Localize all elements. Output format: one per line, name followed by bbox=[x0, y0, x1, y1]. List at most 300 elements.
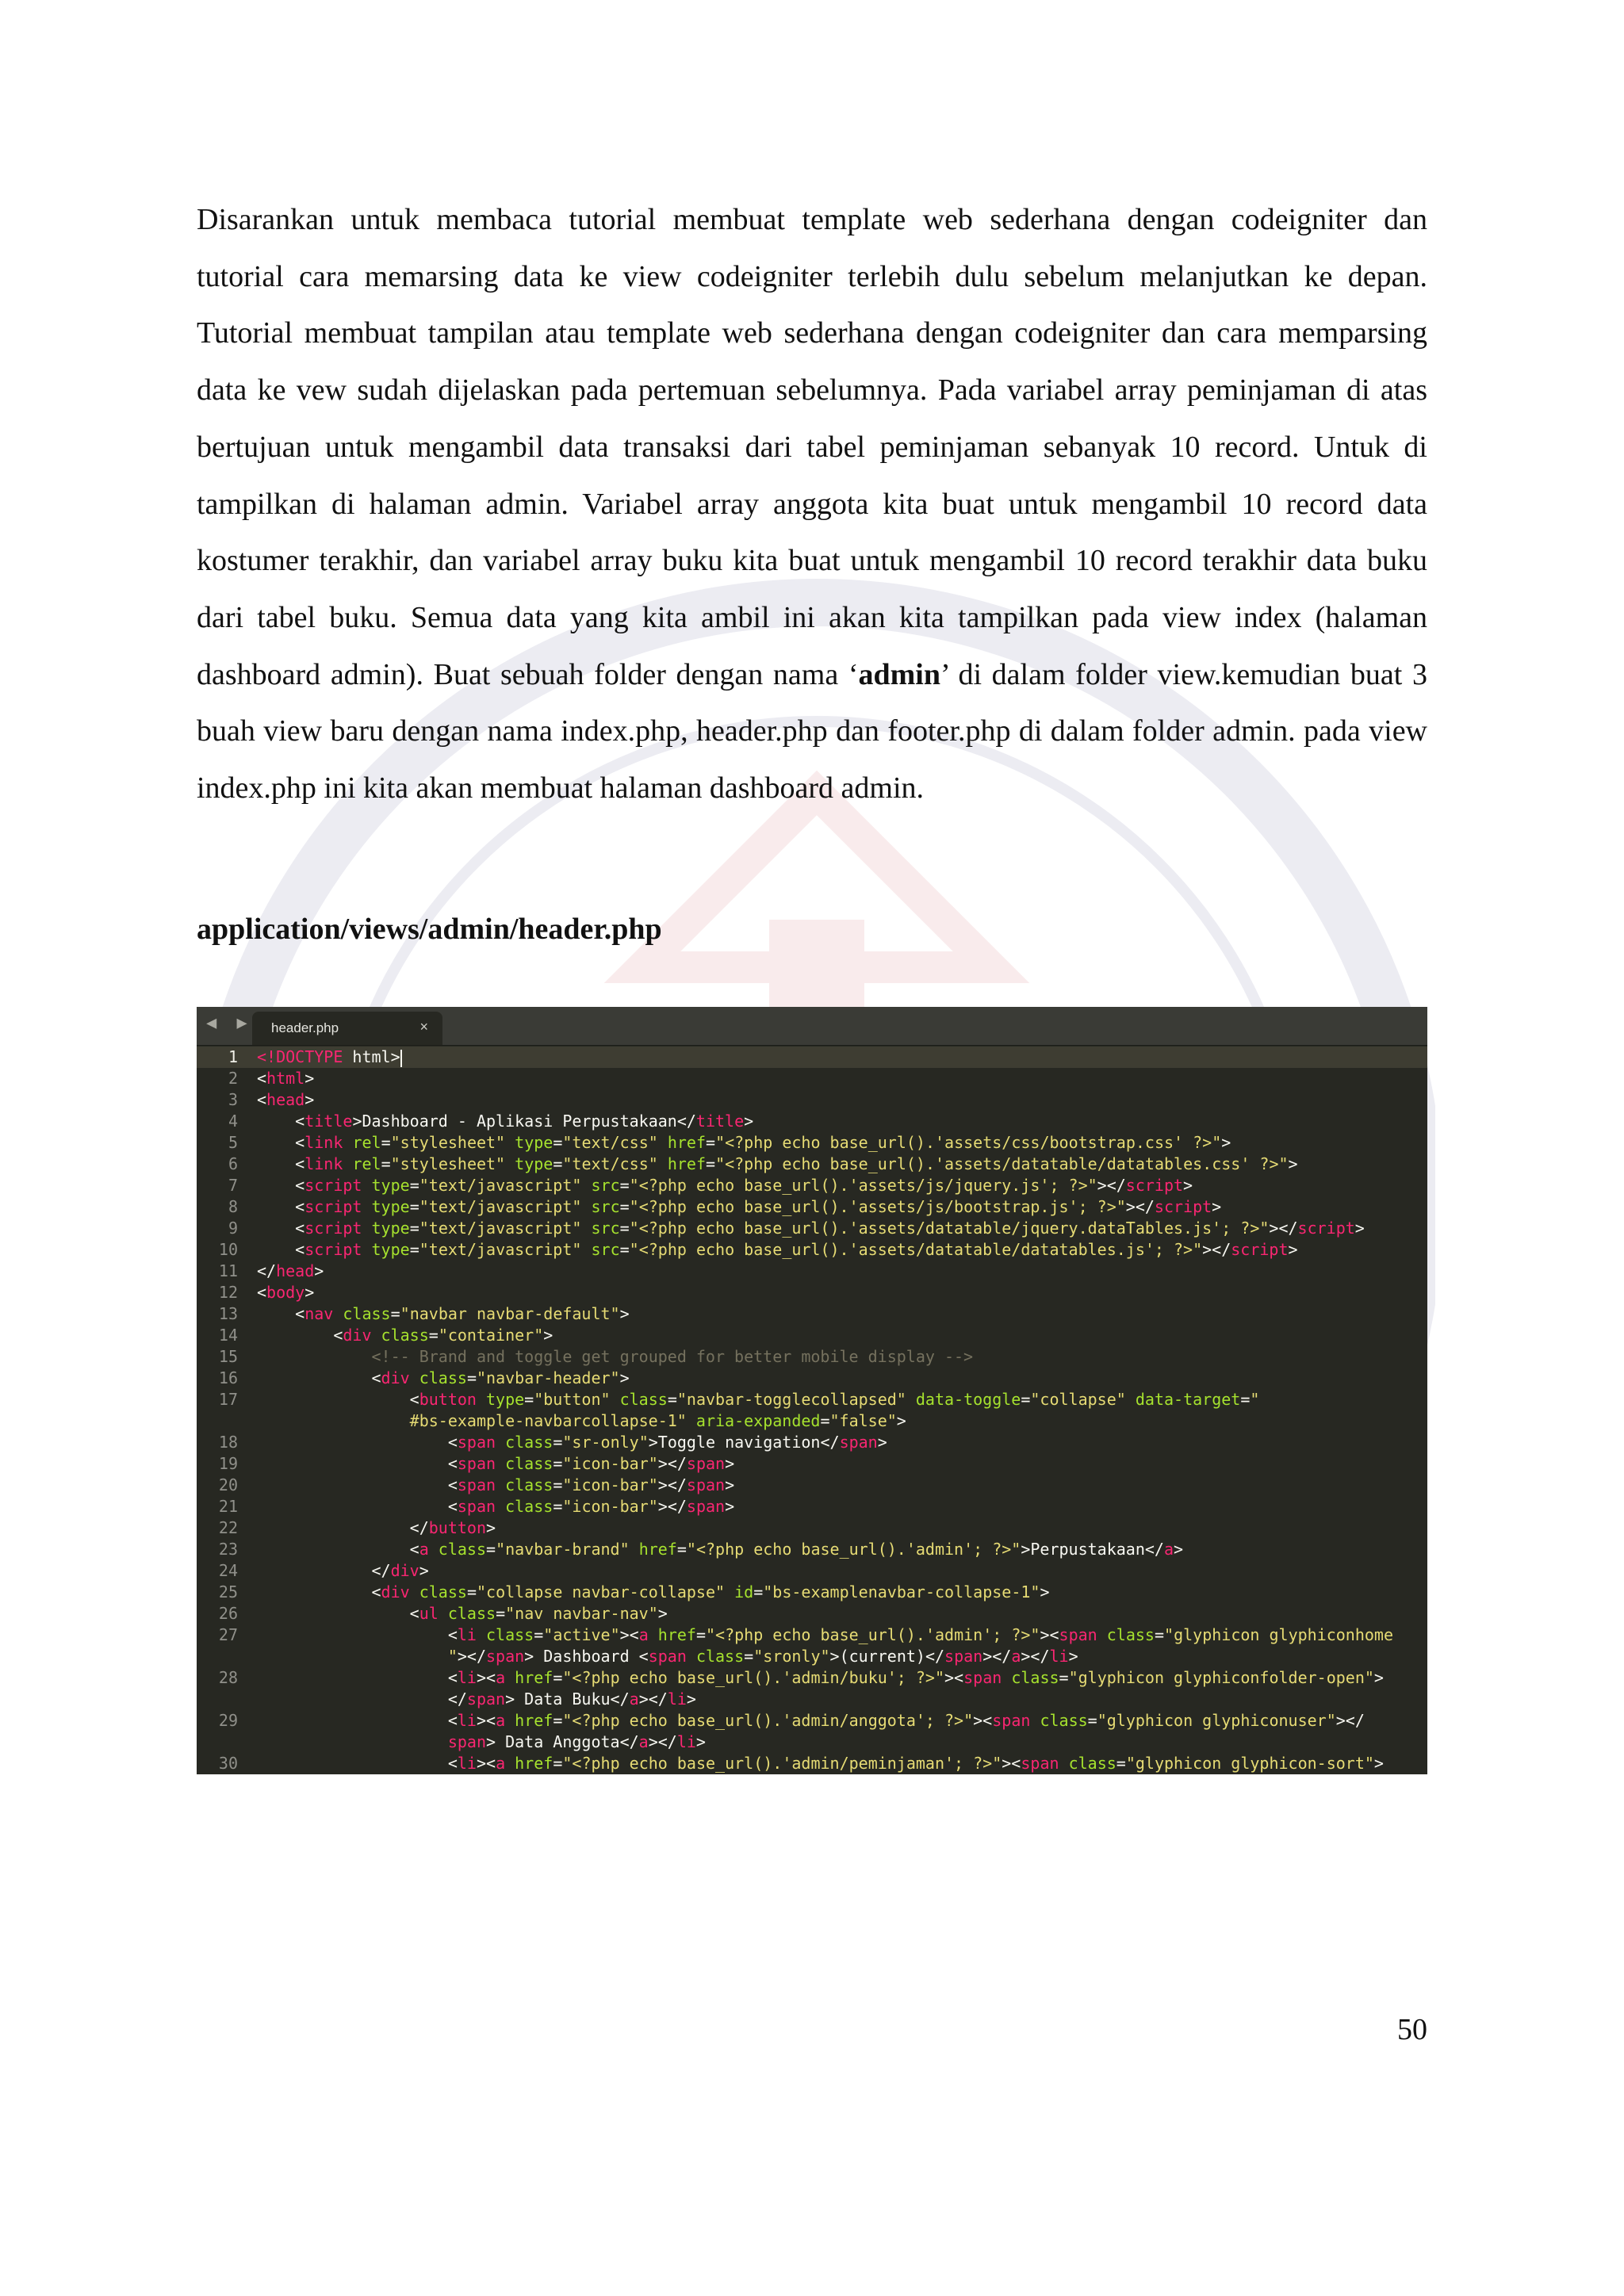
code-token: "nav navbar-nav" bbox=[505, 1604, 658, 1623]
line-number: 27 bbox=[218, 1625, 238, 1644]
code-token: >< bbox=[476, 1668, 496, 1687]
code-token: ></ bbox=[657, 1475, 687, 1494]
code-token: title bbox=[695, 1112, 745, 1131]
code-token: span bbox=[457, 1433, 496, 1452]
code-token: < bbox=[333, 1326, 343, 1345]
code-token bbox=[611, 1390, 620, 1409]
code-token: > bbox=[304, 1090, 315, 1109]
code-line bbox=[197, 1732, 1427, 1753]
code-token: = bbox=[676, 1540, 687, 1559]
code-token: "glyphicon glyphicon-sort" bbox=[1125, 1754, 1374, 1773]
code-token bbox=[1097, 1625, 1107, 1644]
code-token: div bbox=[343, 1326, 372, 1345]
code-token: "glyphicon glyphiconuser" bbox=[1097, 1711, 1336, 1730]
code-token: = bbox=[619, 1197, 630, 1216]
line-number: 6 bbox=[228, 1154, 238, 1173]
line-number: 11 bbox=[218, 1261, 238, 1280]
code-token bbox=[362, 1197, 371, 1216]
code-token: data-target bbox=[1135, 1390, 1241, 1409]
code-line bbox=[197, 1175, 1427, 1196]
code-token: < bbox=[447, 1454, 458, 1473]
code-token bbox=[439, 1604, 448, 1623]
code-text bbox=[257, 1689, 696, 1710]
line-number: 5 bbox=[228, 1133, 238, 1152]
code-token: < bbox=[295, 1154, 305, 1173]
code-token: a bbox=[496, 1668, 506, 1687]
code-token: "text/javascript" bbox=[419, 1240, 582, 1259]
code-line bbox=[197, 1646, 1427, 1667]
code-token: link bbox=[304, 1133, 343, 1152]
code-token: ></ bbox=[657, 1454, 687, 1473]
code-token: script bbox=[1154, 1197, 1212, 1216]
code-token: = bbox=[1116, 1754, 1126, 1773]
code-token: ul bbox=[419, 1604, 439, 1623]
code-text bbox=[257, 1432, 887, 1453]
code-token: span bbox=[457, 1497, 496, 1516]
code-token: > bbox=[1354, 1219, 1365, 1238]
code-line bbox=[197, 1389, 1427, 1410]
code-line bbox=[197, 1689, 1427, 1710]
code-line bbox=[197, 1346, 1427, 1368]
code-token: > bbox=[619, 1368, 630, 1387]
code-token: type bbox=[371, 1240, 410, 1259]
code-token: rel bbox=[352, 1133, 381, 1152]
code-token: > bbox=[304, 1069, 315, 1088]
code-token: = bbox=[486, 1540, 496, 1559]
code-token: span bbox=[944, 1647, 983, 1666]
code-token bbox=[725, 1582, 734, 1601]
code-token: < bbox=[409, 1540, 419, 1559]
code-text bbox=[257, 1496, 734, 1517]
line-number: 17 bbox=[218, 1390, 238, 1409]
code-token: "icon-bar" bbox=[562, 1454, 658, 1473]
code-token: > bbox=[1174, 1540, 1184, 1559]
code-token: a bbox=[1163, 1540, 1174, 1559]
code-token: "<?php echo base_url().'assets/js/jquery.js'; ?>" bbox=[629, 1176, 1097, 1195]
code-token: <! bbox=[257, 1047, 277, 1066]
code-text bbox=[257, 1667, 1384, 1689]
line-number: 2 bbox=[228, 1069, 238, 1088]
code-token: = bbox=[820, 1411, 830, 1430]
code-token: > bbox=[1068, 1647, 1078, 1666]
code-token: > bbox=[657, 1604, 668, 1623]
page-number: 50 bbox=[1397, 2013, 1427, 2046]
code-token: class bbox=[381, 1326, 429, 1345]
code-token: > bbox=[877, 1433, 887, 1452]
code-token: class bbox=[1040, 1711, 1088, 1730]
code-line bbox=[197, 1539, 1427, 1560]
code-token: ></ bbox=[1202, 1240, 1231, 1259]
code-token: "bs-examplenavbar-collapse-1" bbox=[763, 1582, 1040, 1601]
code-token bbox=[1126, 1390, 1136, 1409]
code-text bbox=[257, 1047, 402, 1068]
code-token: rel bbox=[352, 1154, 381, 1173]
code-token: span bbox=[1021, 1754, 1059, 1773]
code-token bbox=[658, 1154, 668, 1173]
code-token bbox=[410, 1582, 419, 1601]
code-text bbox=[257, 1175, 1193, 1196]
code-token: < bbox=[295, 1112, 305, 1131]
code-line bbox=[197, 1111, 1427, 1132]
code-line bbox=[197, 1753, 1427, 1774]
line-number: 8 bbox=[228, 1197, 238, 1216]
code-token: < bbox=[295, 1176, 305, 1195]
code-token: = bbox=[428, 1326, 439, 1345]
code-token bbox=[658, 1133, 668, 1152]
code-text bbox=[257, 1710, 1365, 1732]
tab-nav-arrows-icon: ◀ ▶ bbox=[206, 1013, 252, 1033]
code-token: < bbox=[447, 1497, 458, 1516]
code-token bbox=[410, 1368, 419, 1387]
line-number: 13 bbox=[218, 1304, 238, 1323]
code-token: >Dashboard - Aplikasi Perpustakaan</ bbox=[352, 1112, 696, 1131]
code-token: > bbox=[725, 1497, 735, 1516]
code-token: button bbox=[428, 1518, 486, 1537]
code-token: "navbar navbar-default" bbox=[400, 1304, 620, 1323]
line-number: 3 bbox=[228, 1090, 238, 1109]
code-token: >< bbox=[476, 1711, 496, 1730]
code-token bbox=[630, 1540, 639, 1559]
code-text bbox=[257, 1218, 1365, 1239]
code-token: = bbox=[695, 1625, 707, 1644]
code-token: > bbox=[304, 1283, 315, 1302]
code-token: >(current)</ bbox=[829, 1647, 945, 1666]
code-text bbox=[257, 1282, 314, 1303]
code-token: = bbox=[390, 1304, 400, 1323]
code-token: > bbox=[744, 1112, 754, 1131]
code-token: span bbox=[457, 1454, 496, 1473]
code-token bbox=[581, 1240, 591, 1259]
code-token bbox=[496, 1454, 505, 1473]
code-token: "container" bbox=[438, 1326, 544, 1345]
code-token: "<?php echo base_url().'admin'; ?>" bbox=[686, 1540, 1021, 1559]
code-token: > bbox=[1040, 1582, 1050, 1601]
code-token: span bbox=[466, 1689, 506, 1709]
code-token: span bbox=[648, 1647, 687, 1666]
editor-tab-bar bbox=[197, 1007, 1427, 1046]
code-text bbox=[257, 1603, 668, 1624]
code-token: li bbox=[457, 1754, 477, 1773]
code-token: > bbox=[486, 1518, 496, 1537]
close-icon: × bbox=[419, 1019, 428, 1035]
code-token bbox=[1030, 1711, 1040, 1730]
code-editor-screenshot bbox=[197, 1007, 1427, 1774]
code-token: < bbox=[257, 1090, 267, 1109]
code-token: </ bbox=[257, 1261, 277, 1280]
code-line bbox=[197, 1282, 1427, 1303]
code-line bbox=[197, 1047, 1427, 1068]
code-token: < bbox=[447, 1625, 458, 1644]
code-token: </ bbox=[447, 1689, 467, 1709]
code-token: li bbox=[457, 1668, 477, 1687]
code-token: < bbox=[447, 1711, 458, 1730]
code-token: "<?php echo base_url().'assets/datatable/jquery.dataTables.js'; ?>" bbox=[629, 1219, 1270, 1238]
code-token: class bbox=[486, 1625, 534, 1644]
code-token bbox=[477, 1390, 486, 1409]
line-number: 9 bbox=[228, 1219, 238, 1238]
code-token: head bbox=[276, 1261, 315, 1280]
code-token: < bbox=[447, 1433, 458, 1452]
code-token: > Data Buku</ bbox=[505, 1689, 630, 1709]
code-token bbox=[362, 1219, 371, 1238]
code-token: link bbox=[304, 1154, 343, 1173]
line-number: 30 bbox=[218, 1754, 238, 1773]
line-number: 25 bbox=[218, 1582, 238, 1601]
code-token: href bbox=[667, 1133, 707, 1152]
code-token: href bbox=[515, 1668, 553, 1687]
code-token: < bbox=[257, 1283, 267, 1302]
code-token: script bbox=[1125, 1176, 1184, 1195]
code-token: "<?php echo base_url().'admin/anggota'; ?>" bbox=[562, 1711, 974, 1730]
code-token: < bbox=[295, 1219, 305, 1238]
code-token bbox=[505, 1668, 515, 1687]
body-text-start: Disarankan untuk membaca tutorial membuat template web sederhana dengan codeigniter dan tutorial cara memarsing data ke view codeigniter terlebih dulu sebelum melanjutkan ke depan. Tutorial membuat tampilan atau template web sederhana dengan codeigniter dan cara memparsing data ke vew sudah dijelaskan pada pertemuan sebelumnya. Pada variabel array peminjaman di atas bertujuan untuk mengambil data transaksi dari tabel peminjaman sebanyak 10 record. Untuk di tampilkan di halaman admin. Variabel array anggota kita buat untuk mengambil 10 record data kostumer terakhir, dan variabel array buku kita buat untuk mengambil 10 record terakhir data buku dari tabel buku. Semua data yang kita ambil ini akan kita tampilkan pada view index (halaman dashboard admin). Buat sebuah folder dengan nama ‘ bbox=[197, 203, 1427, 691]
code-token: href bbox=[638, 1540, 677, 1559]
code-text bbox=[257, 1346, 973, 1368]
code-text bbox=[257, 1111, 753, 1132]
code-token: = bbox=[466, 1368, 477, 1387]
code-token: ></ bbox=[638, 1689, 668, 1709]
code-token: class bbox=[419, 1582, 467, 1601]
code-token: script bbox=[1231, 1240, 1289, 1259]
code-token: > bbox=[1212, 1197, 1222, 1216]
code-token: "text/javascript" bbox=[419, 1176, 582, 1195]
line-number: 23 bbox=[218, 1540, 238, 1559]
code-token: " bbox=[1250, 1390, 1260, 1409]
code-token: script bbox=[1297, 1219, 1355, 1238]
code-token: span bbox=[447, 1732, 486, 1751]
code-token: "glyphicon glyphiconfolder-open" bbox=[1068, 1668, 1374, 1687]
code-token: = bbox=[381, 1133, 391, 1152]
code-token bbox=[477, 1625, 486, 1644]
code-token: href bbox=[515, 1754, 553, 1773]
code-token: "glyphicon glyphiconhome bbox=[1164, 1625, 1394, 1644]
code-token: < bbox=[371, 1368, 381, 1387]
code-token: > bbox=[896, 1411, 906, 1430]
code-token: "button" bbox=[534, 1390, 611, 1409]
code-line bbox=[197, 1239, 1427, 1261]
code-token: < bbox=[295, 1304, 305, 1323]
code-token bbox=[581, 1219, 591, 1238]
code-token: "navbar-togglecollapsed" bbox=[676, 1390, 906, 1409]
code-token: </ bbox=[409, 1518, 429, 1537]
code-token: nav bbox=[304, 1304, 334, 1323]
code-token bbox=[343, 1154, 352, 1173]
line-number: 28 bbox=[218, 1668, 238, 1687]
code-line bbox=[197, 1624, 1427, 1646]
code-token: "false" bbox=[829, 1411, 897, 1430]
code-token: href bbox=[667, 1154, 707, 1173]
code-token: "stylesheet" bbox=[390, 1133, 506, 1152]
code-text bbox=[257, 1753, 1384, 1774]
code-token: type bbox=[515, 1154, 553, 1173]
line-number: 24 bbox=[218, 1561, 238, 1580]
code-token: src bbox=[591, 1176, 620, 1195]
code-token: > bbox=[619, 1304, 630, 1323]
code-token: span bbox=[486, 1647, 525, 1666]
code-text bbox=[257, 1368, 630, 1389]
code-token: >< bbox=[973, 1711, 993, 1730]
code-token: script bbox=[304, 1197, 362, 1216]
line-number: 14 bbox=[218, 1326, 238, 1345]
code-token: type bbox=[515, 1133, 553, 1152]
code-line bbox=[197, 1132, 1427, 1154]
code-token: = bbox=[553, 1754, 563, 1773]
code-token: >< bbox=[1002, 1754, 1021, 1773]
code-token: "icon-bar" bbox=[562, 1497, 658, 1516]
line-number: 1 bbox=[228, 1047, 238, 1066]
code-token: DOCTYPE bbox=[276, 1047, 343, 1066]
code-token: > bbox=[1373, 1668, 1384, 1687]
code-token bbox=[505, 1754, 515, 1773]
code-token bbox=[581, 1176, 591, 1195]
line-number: 22 bbox=[218, 1518, 238, 1537]
code-token: "stylesheet" bbox=[390, 1154, 506, 1173]
code-token: = bbox=[1240, 1390, 1251, 1409]
code-token: class bbox=[505, 1497, 553, 1516]
code-token: a bbox=[496, 1711, 506, 1730]
code-token: > bbox=[1288, 1240, 1298, 1259]
code-token: = bbox=[706, 1154, 716, 1173]
code-token: ></ bbox=[982, 1647, 1012, 1666]
code-token: href bbox=[657, 1625, 696, 1644]
line-number: 26 bbox=[218, 1604, 238, 1623]
code-token bbox=[1002, 1668, 1011, 1687]
text-cursor bbox=[400, 1050, 402, 1067]
line-number: 7 bbox=[228, 1176, 238, 1195]
code-token bbox=[362, 1176, 371, 1195]
code-token: span bbox=[457, 1475, 496, 1494]
code-token: = bbox=[409, 1219, 419, 1238]
code-token: a bbox=[419, 1540, 429, 1559]
code-token: type bbox=[371, 1197, 410, 1216]
code-text bbox=[257, 1196, 1221, 1218]
code-token: li bbox=[676, 1732, 696, 1751]
code-token: = bbox=[466, 1582, 477, 1601]
code-line bbox=[197, 1196, 1427, 1218]
code-token bbox=[429, 1540, 439, 1559]
code-line bbox=[197, 1560, 1427, 1582]
code-token bbox=[496, 1475, 505, 1494]
code-token: < bbox=[371, 1582, 381, 1601]
line-number: 21 bbox=[218, 1497, 238, 1516]
code-token: class bbox=[1068, 1754, 1116, 1773]
code-text bbox=[257, 1389, 1259, 1410]
code-token: >< bbox=[619, 1625, 639, 1644]
code-token: "<?php echo base_url().'admin/buku'; ?>" bbox=[562, 1668, 945, 1687]
code-token: = bbox=[553, 1711, 563, 1730]
code-line bbox=[197, 1582, 1427, 1603]
code-token: = bbox=[553, 1475, 563, 1494]
code-token: = bbox=[706, 1133, 716, 1152]
code-token: < bbox=[447, 1475, 458, 1494]
code-token: < bbox=[447, 1668, 458, 1687]
code-token: >< bbox=[944, 1668, 964, 1687]
code-token: = bbox=[1021, 1390, 1031, 1409]
code-token: >< bbox=[476, 1754, 496, 1773]
code-token: class bbox=[695, 1647, 745, 1666]
code-token bbox=[906, 1390, 916, 1409]
code-token: a bbox=[638, 1625, 649, 1644]
code-token: = bbox=[619, 1219, 630, 1238]
editor-tab-title: header.php bbox=[271, 1020, 339, 1035]
code-token: type bbox=[486, 1390, 525, 1409]
code-token: a bbox=[496, 1754, 506, 1773]
code-token: ></ bbox=[1021, 1647, 1050, 1666]
code-token: "sr-only" bbox=[562, 1433, 649, 1452]
code-token bbox=[687, 1647, 696, 1666]
code-token: < bbox=[295, 1133, 305, 1152]
code-token: >Toggle navigation</ bbox=[648, 1433, 840, 1452]
code-token: "navbar-brand" bbox=[496, 1540, 630, 1559]
code-token: > bbox=[314, 1261, 324, 1280]
code-token: a bbox=[629, 1689, 639, 1709]
code-line bbox=[197, 1517, 1427, 1539]
code-token: = bbox=[1059, 1668, 1069, 1687]
code-text bbox=[257, 1475, 734, 1496]
code-token: class bbox=[343, 1304, 391, 1323]
line-number: 19 bbox=[218, 1454, 238, 1473]
code-token: li bbox=[457, 1711, 477, 1730]
code-token: ></ bbox=[1335, 1711, 1365, 1730]
line-number: 12 bbox=[218, 1283, 238, 1302]
code-token: = bbox=[553, 1433, 563, 1452]
code-text bbox=[257, 1303, 630, 1325]
code-token: a bbox=[638, 1732, 649, 1751]
code-token: >< bbox=[1040, 1625, 1059, 1644]
code-token: class bbox=[447, 1604, 496, 1623]
code-token: ></ bbox=[657, 1497, 687, 1516]
code-token: div bbox=[390, 1561, 419, 1580]
code-token: > bbox=[1373, 1754, 1384, 1773]
code-line bbox=[197, 1325, 1427, 1346]
code-token: = bbox=[553, 1133, 563, 1152]
code-token: " bbox=[447, 1647, 458, 1666]
code-token: = bbox=[409, 1197, 419, 1216]
code-token: src bbox=[591, 1240, 620, 1259]
code-text bbox=[257, 1517, 496, 1539]
code-token: "text/javascript" bbox=[419, 1197, 582, 1216]
code-token bbox=[505, 1711, 515, 1730]
code-token: ></ bbox=[1269, 1219, 1298, 1238]
body-text-bold: admin bbox=[858, 657, 940, 691]
editor-tab bbox=[252, 1012, 442, 1045]
code-token bbox=[362, 1240, 371, 1259]
code-token: = bbox=[381, 1154, 391, 1173]
code-token: src bbox=[591, 1197, 620, 1216]
code-token: > bbox=[543, 1326, 553, 1345]
code-token: head bbox=[266, 1090, 305, 1109]
code-text bbox=[257, 1582, 1050, 1603]
code-token: src bbox=[591, 1219, 620, 1238]
code-token: "text/javascript" bbox=[419, 1219, 582, 1238]
code-token: span bbox=[686, 1497, 726, 1516]
code-text bbox=[257, 1732, 706, 1753]
code-token bbox=[333, 1304, 343, 1323]
code-line bbox=[197, 1432, 1427, 1453]
code-token: "text/css" bbox=[562, 1154, 658, 1173]
code-token: = bbox=[1087, 1711, 1097, 1730]
code-token: > bbox=[1288, 1154, 1298, 1173]
code-text bbox=[257, 1089, 314, 1111]
code-line bbox=[197, 1603, 1427, 1624]
code-token: = bbox=[409, 1240, 419, 1259]
line-number: 20 bbox=[218, 1475, 238, 1494]
code-token: < bbox=[409, 1604, 419, 1623]
code-token bbox=[343, 1133, 352, 1152]
code-token: = bbox=[619, 1176, 630, 1195]
line-number: 16 bbox=[218, 1368, 238, 1387]
